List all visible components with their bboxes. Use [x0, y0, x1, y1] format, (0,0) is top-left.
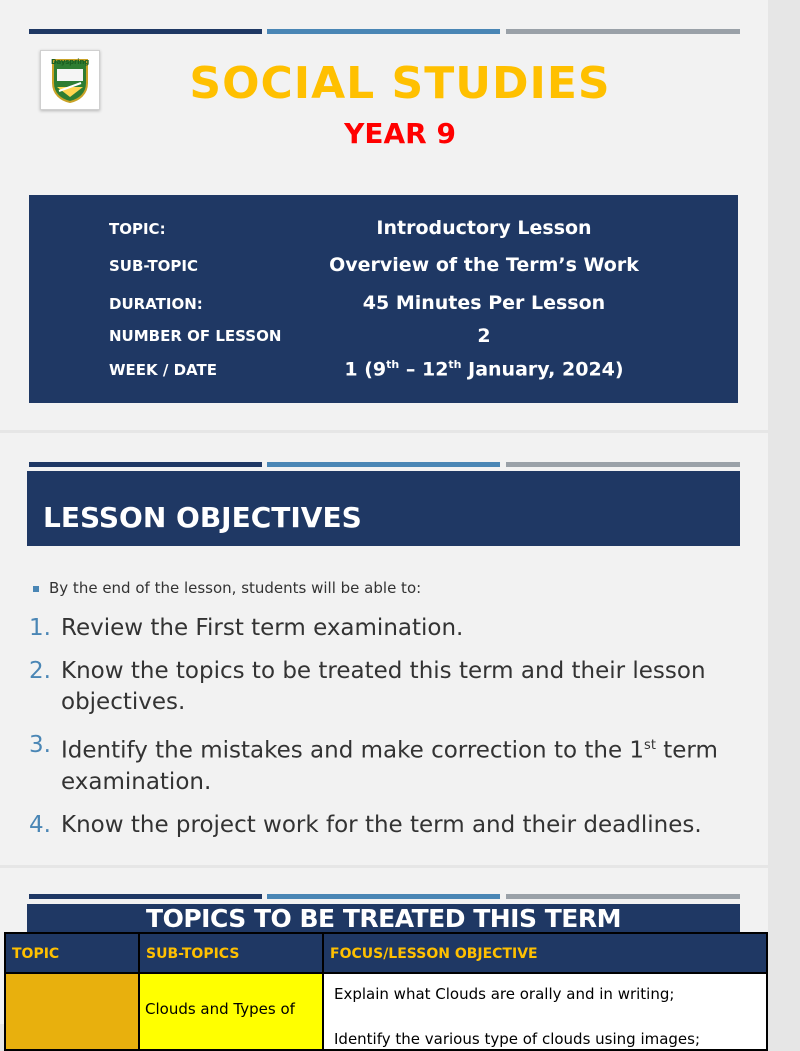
logo-text: Dayspring: [50, 58, 90, 66]
topic-value: Introductory Lesson: [376, 217, 592, 239]
objectives-intro: By the end of the lesson, students will be able to:: [33, 579, 421, 597]
lesson-info-panel: [29, 195, 738, 403]
table-header-row: [5, 933, 767, 973]
topics-slide: [0, 868, 768, 1048]
decorative-stripes: [29, 29, 740, 34]
objective-cell: Explain what Clouds are orally and in writing; Identify the various type of clouds using images;: [323, 973, 767, 1050]
topics-table: [4, 932, 768, 1051]
lessons-label: NUMBER OF LESSON: [109, 327, 282, 345]
duration-label: DURATION:: [109, 295, 203, 313]
decorative-stripes: [29, 894, 740, 899]
table-row: [5, 973, 767, 1050]
list-item: 2. Know the topics to be treated this term and their lesson objectives.: [29, 658, 706, 715]
topics-header: [27, 904, 740, 934]
page-title: SOCIAL STUDIES: [189, 58, 611, 109]
list-item: 1. Review the First term examination.: [29, 615, 464, 641]
list-item: 4. Know the project work for the term and their deadlines.: [29, 811, 702, 838]
week-label: WEEK / DATE: [109, 361, 217, 379]
objectives-heading: LESSON OBJECTIVES: [43, 501, 362, 534]
duration-value: 45 Minutes Per Lesson: [362, 292, 606, 314]
page-subtitle: YEAR 9: [344, 117, 456, 150]
subtopic-value: Overview of the Term’s Work: [329, 254, 639, 276]
column-header-topic: TOPIC: [5, 933, 139, 973]
title-slide: [0, 0, 768, 430]
subtopic-cell: Clouds and Types of: [139, 973, 323, 1050]
objectives-slide: [0, 433, 768, 865]
column-header-subtopics: SUB-TOPICS: [139, 933, 323, 973]
objectives-list: [29, 613, 749, 853]
topic-label: TOPIC:: [109, 220, 166, 238]
subtopic-label: SUB-TOPIC: [109, 257, 199, 275]
list-item: 3. Identify the mistakes and make correction to the 1st term examination.: [29, 732, 718, 795]
lessons-value: 2: [477, 325, 491, 347]
topics-heading: TOPICS TO BE TREATED THIS TERM: [146, 904, 621, 933]
column-header-objective: FOCUS/LESSON OBJECTIVE: [323, 933, 767, 973]
topic-cell: [5, 973, 139, 1050]
decorative-stripes: [29, 462, 740, 467]
bullet-icon: [33, 586, 39, 592]
week-value: 1 (9th – 12th January, 2024): [344, 358, 624, 381]
objectives-header: [27, 471, 740, 546]
